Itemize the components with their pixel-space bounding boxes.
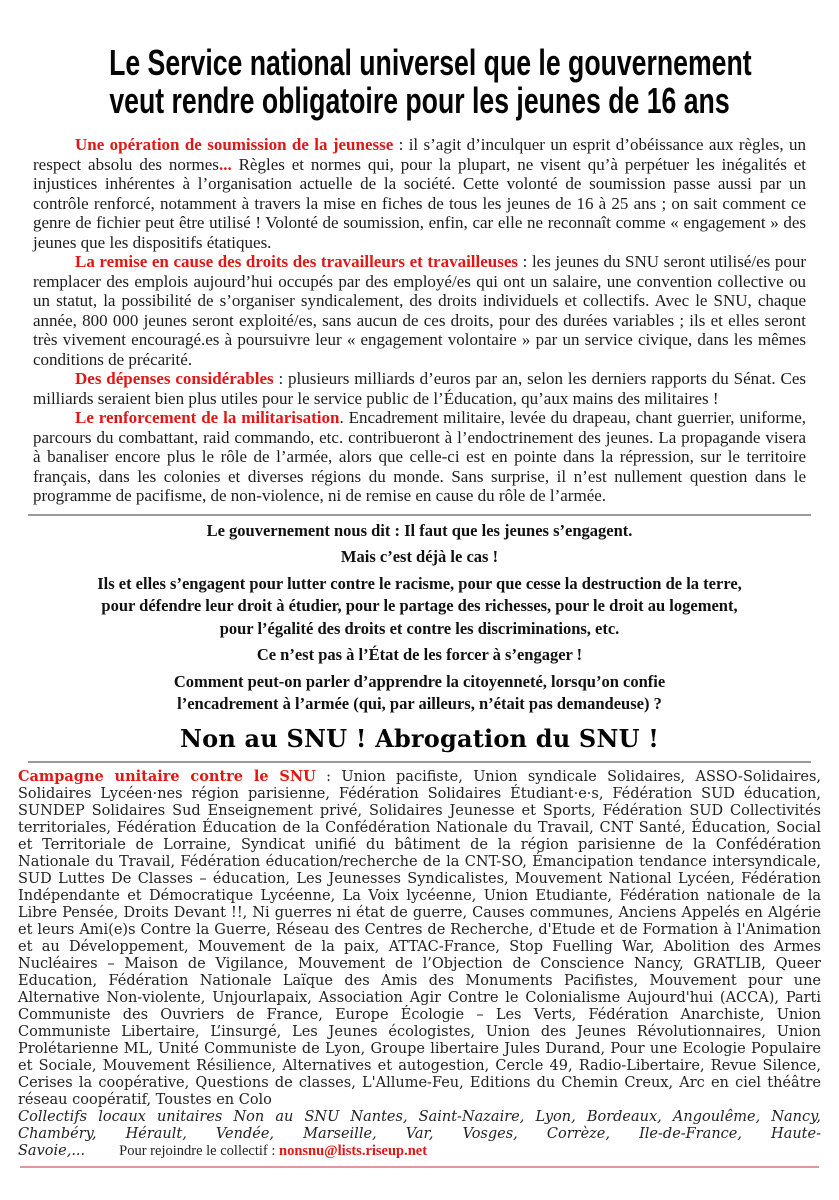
slogan-line: Non au SNU ! Abrogation du SNU ! [179,723,660,753]
body-paragraph [33,369,806,408]
body-paragraphs [33,135,806,506]
join-label: Pour rejoindre le collectif : [119,1142,280,1159]
email-link[interactable]: nonsnu@lists.riseup.net [279,1142,428,1159]
paragraph-text: : plusieurs milliards d’euros par an, selon les derniers rapports du Sénat. Ces milliards seraient bien plus utiles pour le service public de l’Éducation, qu’aux mains des militaires ! [33,369,806,408]
paragraph-lead: Une opération de soumission de la jeunesse [75,135,394,154]
paragraph-text: . Encadrement militaire, levée du drapeau, chant guerrier, uniforme, parcours du combattant, raid commando, etc. contribueront à l’endoctrinement des jeunes. La propagande visera à banaliser encore plus le rôle de l’armée, alors que celle-ci est en pointe dans la répression, sur le territoire français, dans les colonies et diverses régions du monde. Sans surprise, il n’est nullement question dans le programme de pacifisme, de non-violence, ni de remise en cause du rôle de l’armée. [33,408,807,505]
body-paragraph [33,135,806,252]
paragraph-lead: Le renforcement de la militarisation [75,408,340,427]
page-title-line-1: Le Service national universel que le gouvernement [109,42,752,83]
page-title [0,44,839,120]
slogan-line: Comment peut-on parler d’apprendre la citoyenneté, lorsqu’on confie l’encadrement à l’armée (qui, par ailleurs, n’était pas demandeuse) ? [173,671,666,713]
slogan-line: Ils et elles s’engagent pour lutter contre le racisme, pour que cesse la destruction de la terre, pour défendre leur droit à étudier, pour le partage des richesses, pour le droit au logement, pour l’égalité des droits et contre les discriminations, etc. [97,573,742,638]
paragraph-text: : les jeunes du SNU seront utilisé/es pour remplacer des emplois aujourd’hui occupés par des employé/es qui ont un salaire, une convention collective ou un statut, la possibilité de s’organiser syndicalement, des droits individuels et collectifs. Avec le SNU, chaque année, 800 000 jeunes seront exploité/es, sans aucun de ces droits, pour des durées variables ; ils et elles seront très vivement encouragé.es à poursuivre leur « engagement volontaire » par un service civique, dans les mêmes conditions de précarité. [33,252,806,369]
slogan-line: Mais c’est déjà le cas ! [340,547,499,566]
campaign-separator: : [315,768,342,785]
paragraph-lead: ... [218,154,232,174]
bottom-red-rule [20,1166,819,1168]
divider-above-footer [28,761,811,763]
paragraph-lead: Des dépenses considérables [75,369,274,388]
organizations-list: Union pacifiste, Union syndicale Solidaires, ASSO-Solidaires, Solidaires Lycéen·nes région parisienne, Fédération Solidaires Étudiant·e·s, Fédération SUD éducation, SUNDEP Solidaires Sud Enseignement privé, Solidaires Jeunesse et Sports, Fédération SUD Collectivités territoriales, Fédération Éducation de la Confédération Nationale du Travail, CNT Santé, Éducation, Social et Territoriale de Lorraine, Syndicat unifié du bâtiment de la région parisienne de la Confédération Nationale du Travail, Fédération éducation/recherche de la CNT-SO, Émancipation tendance intersyndicale, SUD Luttes De Classes – éducation, Les Jeunesses Syndicalistes, Mouvement National Lycéen, Fédération Indépendante et Démocratique Lycéenne, La Voix lycéenne, Union Etudiante, Fédération nationale de la Libre Pensée, Droits Devant !!, Ni guerres ni état de guerre, Causes communes, Anciens Appelés en Algérie et leurs Ami(e)s Contre la Guerre, Réseau des Centres de Recherche, d'Etude et de Formation à l'Animation et au Développement, Mouvement de la paix, ATTAC-France, Stop Fuelling War, Abolition des Armes Nucléaires – Maison de Vigilance, Mouvement de l’Objection de Conscience Nancy, GRATLIB, Queer Education, Fédération Nationale Laïque des Amis des Monuments Pacifistes, Mouvement pour une Alternative Non-violente, Unjourlapaix, Association Agir Contre le Colonialisme Aujourd'hui (ACCA), Parti Communiste des Ouvriers de France, Europe Écologie – Les Verts, Fédération Anarchiste, Union Communiste Libertaire, L’insurgé, Les Jeunes écologistes, Union des Jeunes Révolutionnaires, Union Prolétarienne ML, Unité Communiste de Lyon, Groupe libertaire Jules Durand, Pour une Ecologie Populaire et Sociale, Mouvement Résilience, Alternatives et autogestion, Cercle 49, Radio-Libertaire, Revue Silence, Cerises la coopérative, Questions de classes, L'Allume-Feu, Editions du Chemin Creux, Arc en ciel théâtre réseau coopératif, Toustes en Colo [18,768,822,1108]
slogan-block [30,520,809,753]
slogan-line: Ce n’est pas à l’État de les forcer à s’engager ! [256,645,583,664]
campaign-organizations [18,768,821,1109]
paragraph-text: : il s’agit d’inculquer un esprit d’obéissance aux règles, un respect absolu des normes [33,135,807,174]
campaign-lead: Campagne unitaire contre le SNU [18,767,316,785]
divider-above-slogans [28,514,811,516]
join-collective [119,1143,427,1159]
campaign-footer [18,768,821,1160]
paragraph-text: Règles et normes qui, pour la plupart, ne visent qu’à perpétuer les inégalités et injustices inhérentes à l’organisation actuelle de la société. Cette volonté de soumission passe aussi par un contrôle renforcé, notamment à travers la mise en fiches de tous les jeunes de 16 à 25 ans ; on sait comment ce genre de fichier peut être utilisé ! Volonté de soumission, enfin, car elle ne reconnaît comme « engagement » des jeunes que les dispositifs étatiques. [33,154,806,252]
body-paragraph [33,408,806,506]
page-title-line-2: veut rendre obligatoire pour les jeunes de 16 ans [109,80,730,121]
slogan-line: Le gouvernement nous dit : Il faut que les jeunes s’engagent. [206,520,633,540]
campaign-collectifs-line [18,1109,821,1160]
body-paragraph [33,252,806,369]
paragraph-lead: La remise en cause des droits des travailleurs et travailleuses [75,252,519,271]
collectifs-locaux-text: Collectifs locaux unitaires Non au SNU Nantes, Saint-Nazaire, Lyon, Bordeaux, Angoulême, Nancy, Chambéry, Hérault, Vendée, Marseille, Var, Vosges, Corrèze, Ile-de-France, Haute-Savoie,... [18,1108,821,1159]
